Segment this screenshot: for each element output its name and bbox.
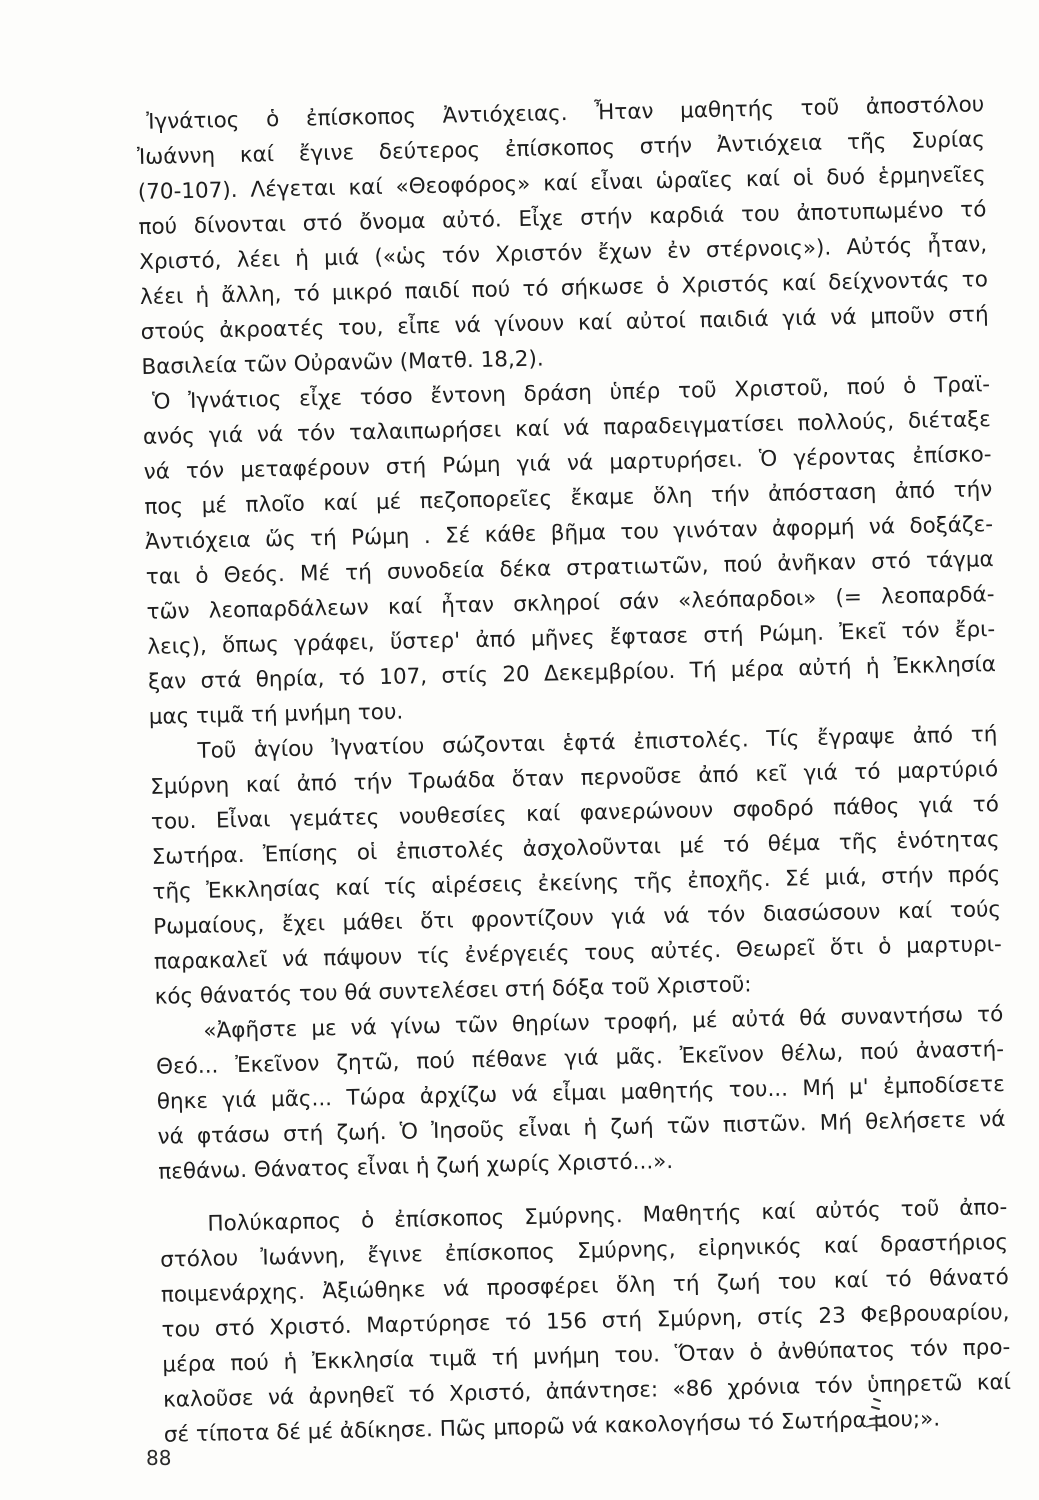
quote-line: «Ἀφῆστε με νά γίνω τῶν θηρίων τροφή, μέ αὐτά θά συναντήσω τό [203,1002,1004,1044]
text-line: παρακαλεῖ νά πάψουν τίς ἐνέργειές τους αὐτές. Θεωρεῖ ὅτι ὁ μαρτυρι- [153,932,1003,975]
text-line: κός θάνατός του θά συντελέσει στή δόξα τοῦ Χριστοῦ: [154,972,752,1010]
text-line: τῆς Ἐκκλησίας καί τίς αἱρέσεις ἐκείνης τῆς ἐποχῆς. Σέ μιά, στήν πρός [152,862,1001,905]
text-line: (70-107). Λέγεται καί «Θεοφόρος» καί εἶναι ὡραῖες καί οἱ δυό ἑρμηνεῖες [137,162,986,205]
text-line: πος μέ πλοῖο καί μέ πεζοπορεῖες ἔκαμε ὅλη τήν ἀπόσταση ἀπό τήν [144,477,993,520]
text-line: ανός γιά νά τόν ταλαιπωρήσει καί νά παραδειγματίσει πολλούς, διέταξε [142,407,992,450]
text-line: σέ τίποτα δέ μέ ἀδίκησε. Πῶς μπορῶ νά κακολογήσω τό Σωτήρα μου;». [163,1406,941,1448]
text-line: στούς ἀκροατές του, εἶπε νά γίνουν καί αὐτοί παιδιά γιά νά μποῦν στή [140,302,989,345]
text-line: Ἰωάννη καί ἔγινε δεύτερος ἐπίσκοπος στήν Ἀντιόχεια τῆς Συρίας [136,127,986,170]
text-line: στόλου Ἰωάννη, ἔγινε ἐπίσκοπος Σμύρνης, εἰρηνικός καί δραστήριος [159,1229,1009,1273]
quote-line: νά φτάσω στή ζωή. Ὁ Ἰησοῦς εἶναι ἡ ζωή τῶν πιστῶν. Μή θελήσετε νά [157,1107,1006,1150]
text-line: Ρωμαίους, ἔχει μάθει ὅτι φροντίζουν γιά νά τόν διασώσουν καί τούς [152,897,1002,940]
text-line: καλοῦσε νά ἀρνηθεῖ τό Χριστό, ἀπάντησε: «86 χρόνια τόν ὑπηρετῶ καί [162,1369,1012,1413]
quote-line: πεθάνω. Θάνατος εἶναι ἡ ζωή χωρίς Χριστό...». [158,1148,674,1185]
text-line: Χριστό, λέει ἡ μιά («ὡς τόν Χριστόν ἔχων ἐν στέρνοις»). Αὐτός ἦταν, [139,232,988,275]
quote-line: Θεό... Ἐκεῖνον ζητῶ, πού πέθανε γιά μᾶς. Ἐκεῖνον θέλω, πού ἀναστή- [155,1037,1005,1080]
text-line: τῶν λεοπαρδάλεων καί ἦταν σκληροί σάν «λεόπαρδοι» (= λεοπαρδά- [146,582,995,625]
text-line: Σμύρνη καί ἀπό τήν Τρωάδα ὅταν περνοῦσε ἀπό κεῖ γιά τό μαρτύριό [150,757,999,800]
text-line: ται ὁ Θεός. Μέ τή συνοδεία δέκα στρατιωτῶν, πού ἀνῆκαν στό τάγμα [145,547,994,590]
quote-line: θηκε γιά μᾶς... Τώρα ἀρχίζω νά εἶμαι μαθητής του... Μή μ' ἐμποδίσετε [156,1072,1005,1115]
text-line: του στό Χριστό. Μαρτύρησε τό 156 στή Σμύρνη, στίς 23 Φεβρουαρίου, [161,1299,1010,1343]
body-text [136,87,1012,1452]
text-line: νά τόν μεταφέρουν στή Ρώμη γιά νά μαρτυρήσει. Ὁ γέροντας ἐπίσκο- [143,442,992,485]
text-line: Σωτήρα. Ἐπίσης οἱ ἐπιστολές ἀσχολοῦνται μέ τό θέμα τῆς ἑνότητας [151,827,1000,870]
text-line: Ὁ Ἰγνάτιος εἶχε τόσο ἔντονη δράση ὑπέρ τοῦ Χριστοῦ, πού ὁ Τραϊ- [151,372,991,415]
text-line: λεις), ὅπως γράφει, ὕστερ' ἀπό μῆνες ἔφτασε στή Ρώμη. Ἐκεῖ τόν ἔρι- [147,617,996,660]
text-line: Ἀντιόχεια ὥς τή Ρώμη . Σέ κάθε βῆμα του γινόταν ἀφορμή νά δοξάζε- [144,512,994,555]
ink-smudge-mark [862,1395,892,1435]
text-line: Πολύκαρπος ὁ ἐπίσκοπος Σμύρνης. Μαθητής καί αὐτός τοῦ ἀπο- [207,1194,1008,1237]
text-line: Βασιλεία τῶν Οὐρανῶν (Ματθ. 18,2). [141,346,544,380]
text-line: Ἰγνάτιος ὁ ἐπίσκοπος Ἀντιόχειας. Ἦταν μαθητής τοῦ ἀποστόλου [146,92,985,135]
text-line: ποιμενάρχης. Ἀξιώθηκε νά προσφέρει ὅλη τή ζωή του καί τό θάνατό [160,1264,1010,1308]
text-line: Τοῦ ἁγίου Ἰγνατίου σώζονται ἑφτά ἐπιστολές. Τίς ἔγραψε ἀπό τή [197,722,998,764]
text-line: μας τιμᾶ τή μνήμη του. [148,699,404,730]
text-line: μέρα πού ἡ Ἐκκλησία τιμᾶ τή μνήμη του. Ὅταν ὁ ἀνθύπατος τόν προ- [162,1334,1011,1378]
text-line: ξαν στά θηρία, τό 107, στίς 20 Δεκεμβρίου. Τή μέρα αὐτή ἡ Ἐκκλησία [147,652,997,695]
page-number: 88 [146,1446,172,1470]
text-line: του. Εἶναι γεμάτες νουθεσίες καί φανερώνουν σφοδρό πάθος γιά τό [150,792,1000,835]
text-line: πού δίνονται στό ὄνομα αὐτό. Εἶχε στήν καρδιά του ἀποτυπωμένο τό [138,197,987,240]
text-line: λέει ἡ ἄλλη, τό μικρό παιδί πού τό σήκωσε ὁ Χριστός καί δείχνοντάς το [139,267,989,310]
